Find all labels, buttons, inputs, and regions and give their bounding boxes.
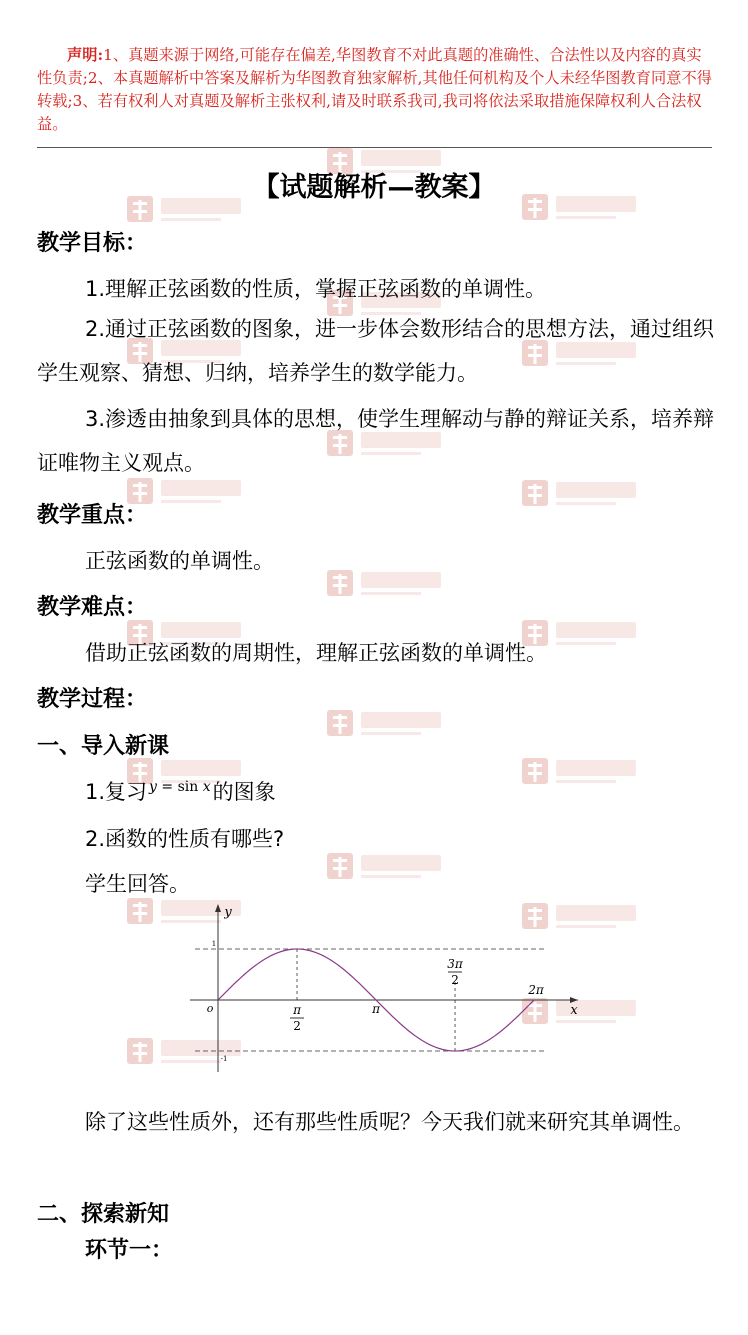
tick-label-half-pi-num: π	[293, 1003, 301, 1017]
tick-label-two-pi: 2π	[528, 983, 544, 997]
tick-label-y-minus-1: -1	[220, 1055, 228, 1063]
disclaimer-lead: 声明:	[67, 46, 104, 64]
section2-step: 环节一：	[85, 1238, 174, 1263]
goals-heading: 教学目标：	[37, 231, 148, 256]
tick-label-y-1: 1	[211, 940, 217, 948]
watermark-logo-icon	[325, 562, 445, 606]
disclaimer-body: 1、真题来源于网络,可能存在偏差,华图教育不对此真题的准确性、合法性以及内容的真实性负责;2、本真题解析中答案及解析为华图教育独家解析,其他任何机构及个人未经华图教育同意不得转载;3、若有权利人对真题及解析主张权利,请及时联系我司,我司将依法采取措施保障权利人合法权益。	[37, 46, 712, 133]
formula-var: x	[202, 779, 211, 795]
after-chart-text: 除了这些性质外，还有那些性质呢？今天我们就来研究其单调性。	[85, 1110, 694, 1134]
watermark-logo-icon	[520, 750, 640, 794]
watermark-logo-icon	[325, 845, 445, 889]
goal-item-3: 3.渗透由抽象到具体的思想，使学生理解动与静的辩证关系，培养辩证唯物主义观点。	[37, 407, 715, 475]
key-point-text: 正弦函数的单调性。	[85, 549, 274, 573]
section1-item-3: 学生回答。	[85, 872, 190, 896]
sine-chart	[190, 900, 590, 1080]
section1-item-2: 2.函数的性质有哪些?	[85, 827, 285, 851]
section2-heading: 二、探索新知	[37, 1202, 170, 1227]
formula-lhs: y	[149, 779, 157, 795]
process-heading: 教学过程：	[37, 687, 148, 712]
y-axis-arrow	[215, 904, 221, 912]
formula-eq: = sin	[156, 779, 203, 795]
section1-item-1-suffix: 的图象	[212, 780, 276, 804]
goal-item-1: 1.理解正弦函数的性质，掌握正弦函数的单调性。	[85, 277, 547, 301]
difficulty-heading: 教学难点：	[37, 595, 148, 620]
goal-item-2: 2.通过正弦函数的图象，进一步体会数形结合的思想方法，通过组织学生观察、猜想、归纳，培养学生的数学能力。	[37, 317, 715, 385]
difficulty-text: 借助正弦函数的周期性，理解正弦函数的单调性。	[85, 641, 547, 665]
key-point-heading: 教学重点：	[37, 503, 148, 528]
y-axis-label: y	[224, 905, 232, 920]
formula-y-sin-x	[149, 779, 211, 795]
section1-item-1	[85, 776, 276, 806]
disclaimer	[37, 44, 712, 136]
section1-item-1-prefix: 1.复习	[85, 780, 148, 804]
origin-label: o	[206, 1002, 214, 1015]
section1-heading: 一、导入新课	[37, 734, 170, 759]
tick-label-three-half-pi-den: 2	[451, 973, 459, 987]
watermark-logo-icon	[325, 702, 445, 746]
document-title: 【试题解析—教案】	[252, 172, 496, 203]
tick-label-three-half-pi-num: 3π	[447, 957, 463, 971]
divider	[37, 147, 712, 148]
x-axis-label: x	[570, 1003, 578, 1018]
tick-label-half-pi-den: 2	[293, 1019, 301, 1033]
tick-label-pi: π	[372, 1002, 380, 1016]
